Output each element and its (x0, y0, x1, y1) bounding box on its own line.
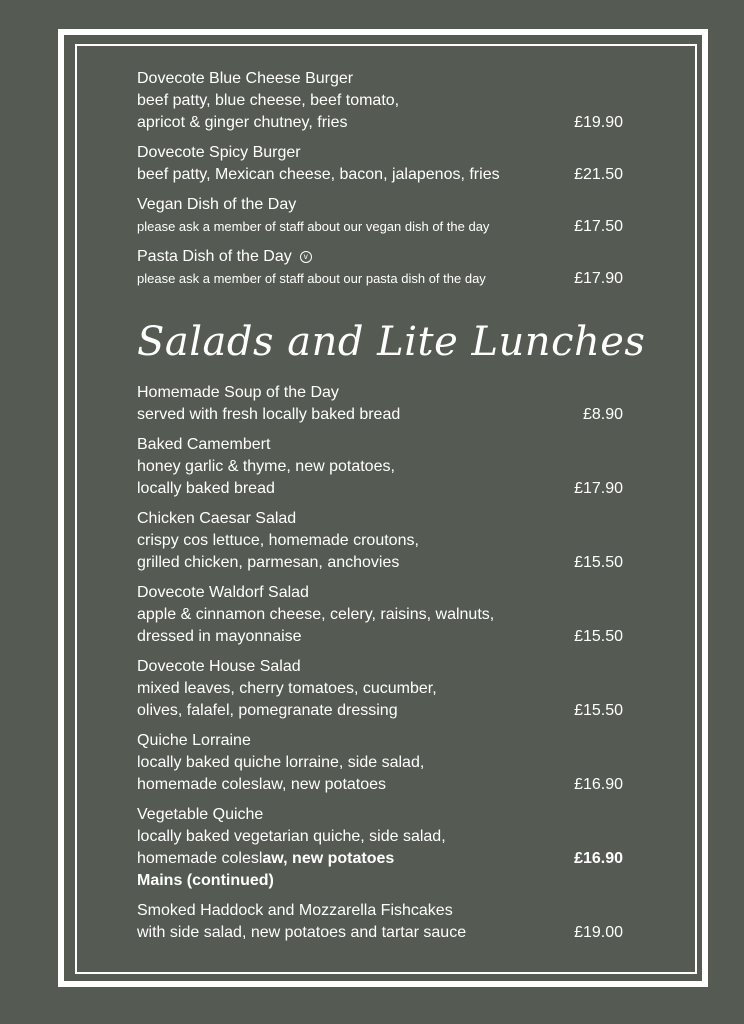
item-price: £19.00 (574, 924, 623, 941)
item-price: £16.90 (574, 776, 623, 793)
continued-label: Mains (continued) (137, 872, 274, 889)
item-name: Dovecote Spicy Burger (137, 144, 301, 161)
item-description: locally baked quiche lorraine, side salad, (137, 754, 425, 771)
item-name: Vegan Dish of the Day (137, 196, 297, 213)
item-description: please ask a member of staff about our pasta dish of the day (137, 271, 486, 286)
item-description: olives, falafel, pomegranate dressing (137, 702, 398, 719)
item-name: Vegetable Quiche (137, 806, 264, 823)
menu-item (137, 194, 623, 238)
item-description: beef patty, blue cheese, beef tomato, (137, 92, 400, 109)
menu-item (137, 434, 623, 500)
item-name: Dovecote Blue Cheese Burger (137, 70, 354, 87)
menu-item (137, 382, 623, 426)
item-name: Pasta Dish of the Day (137, 248, 292, 265)
item-description: apple & cinnamon cheese, celery, raisins, walnuts, (137, 606, 495, 623)
menu-item (137, 508, 623, 574)
item-name: Homemade Soup of the Day (137, 384, 339, 401)
menu-item (137, 656, 623, 722)
item-description-bold: aw, new potatoes (262, 850, 395, 867)
item-description: homemade coleslaw, new potatoes (137, 776, 387, 793)
menu-item (137, 804, 623, 892)
item-description: homemade colesl (137, 850, 263, 867)
item-price: £15.50 (574, 702, 623, 719)
item-price: £17.90 (574, 270, 623, 287)
item-price: £17.90 (574, 480, 623, 497)
menu-item (137, 730, 623, 796)
item-price: £8.90 (582, 406, 623, 423)
item-name: Baked Camembert (137, 436, 271, 453)
section-heading: Salads and Lite Lunches (137, 319, 646, 365)
menu-item (137, 582, 623, 648)
item-price: £16.90 (574, 850, 623, 867)
item-description: locally baked vegetarian quiche, side salad, (137, 828, 446, 845)
item-name: Smoked Haddock and Mozzarella Fishcakes (137, 902, 453, 919)
item-description: with side salad, new potatoes and tartar sauce (137, 924, 467, 941)
item-price: £19.90 (574, 114, 623, 131)
menu-item (137, 246, 623, 290)
item-name: Dovecote House Salad (137, 658, 301, 675)
item-price: £21.50 (574, 166, 623, 183)
item-price: £15.50 (574, 554, 623, 571)
item-description: mixed leaves, cherry tomatoes, cucumber, (137, 680, 437, 697)
item-description: beef patty, Mexican cheese, bacon, jalapenos, fries (137, 166, 500, 183)
item-price: £17.50 (574, 218, 623, 235)
item-description: please ask a member of staff about our vegan dish of the day (137, 219, 490, 234)
item-name: Quiche Lorraine (137, 732, 251, 749)
item-description: honey garlic & thyme, new potatoes, (137, 458, 395, 475)
menu-item (137, 900, 623, 944)
item-description: locally baked bread (137, 480, 275, 497)
item-name: Dovecote Waldorf Salad (137, 584, 309, 601)
vegetarian-icon: v (300, 251, 312, 263)
item-description: grilled chicken, parmesan, anchovies (137, 554, 400, 571)
menu-item (137, 68, 623, 134)
item-description: dressed in mayonnaise (137, 628, 302, 645)
item-price: £15.50 (574, 628, 623, 645)
item-name: Chicken Caesar Salad (137, 510, 297, 527)
item-description: crispy cos lettuce, homemade croutons, (137, 532, 419, 549)
item-description: apricot & ginger chutney, fries (137, 114, 348, 131)
menu-item (137, 142, 623, 186)
item-description: served with fresh locally baked bread (137, 406, 401, 423)
